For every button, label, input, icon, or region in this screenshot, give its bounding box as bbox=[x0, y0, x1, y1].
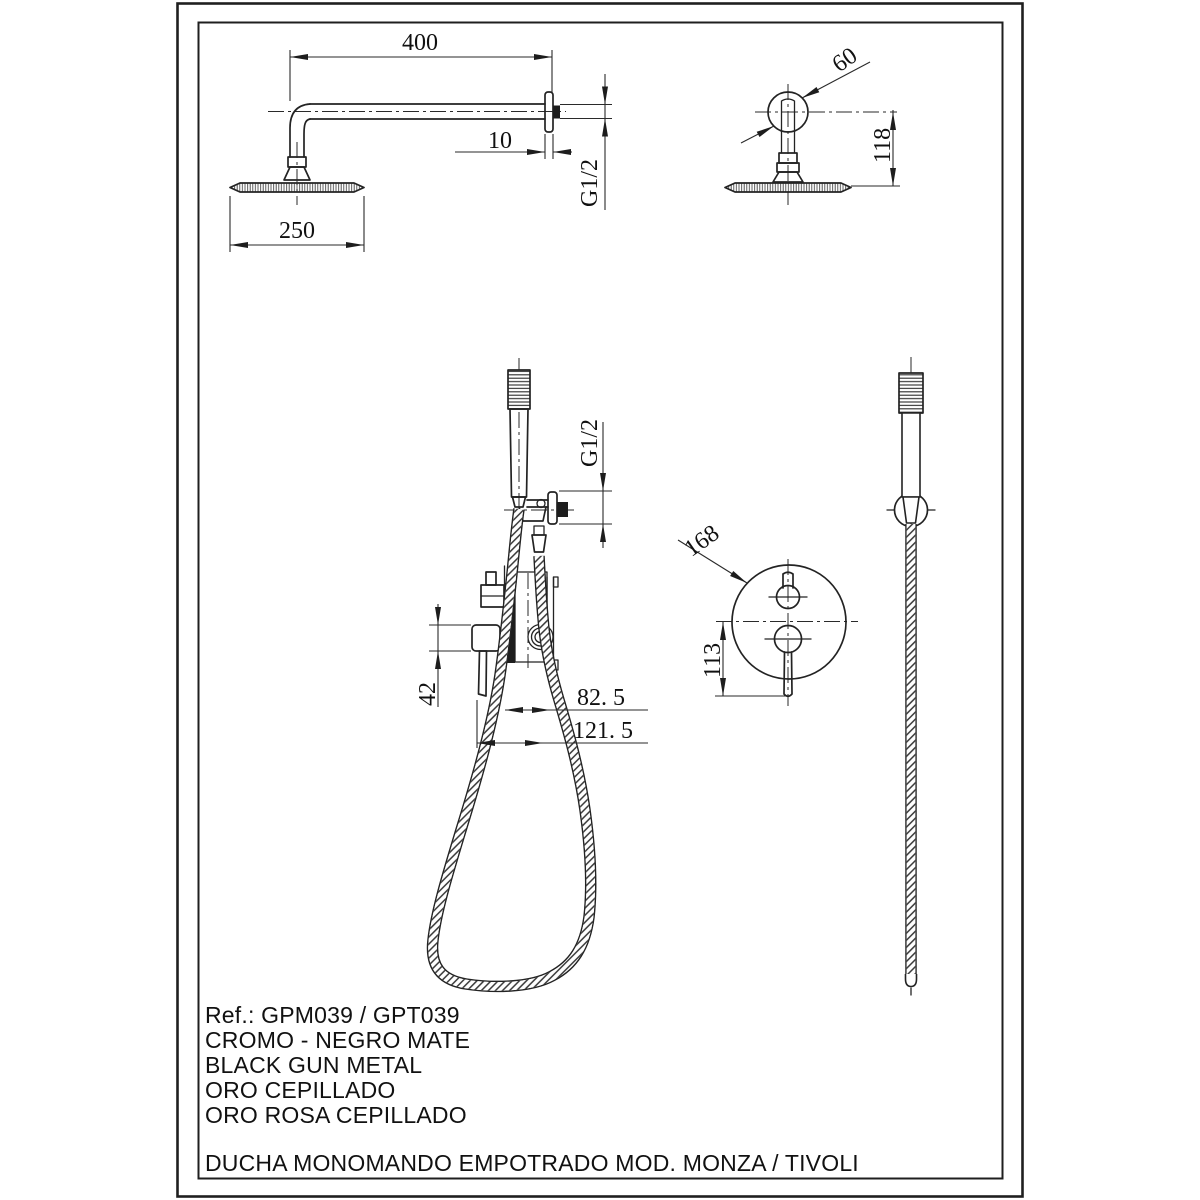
hand-shower-grip-front bbox=[899, 373, 923, 413]
finish-line-4: ORO ROSA CEPILLADO bbox=[205, 1102, 467, 1128]
dim-flange-diameter: 60 bbox=[827, 42, 863, 78]
valve-lever-side bbox=[479, 651, 487, 696]
finish-line-1: CROMO - NEGRO MATE bbox=[205, 1027, 471, 1053]
dim-head-diameter: 250 bbox=[279, 218, 315, 244]
hand-shower-front-view bbox=[887, 357, 935, 995]
outlet-elbow bbox=[557, 502, 568, 517]
title-block bbox=[205, 1002, 859, 1176]
ref-line: Ref.: GPM039 / GPT039 bbox=[205, 1002, 460, 1028]
dim-wall-plate: 10 bbox=[488, 128, 512, 154]
shower-arm-front-view bbox=[725, 43, 900, 205]
product-title: DUCHA MONOMANDO EMPOTRADO MOD. MONZA / TIVOLI bbox=[205, 1150, 859, 1176]
dim-handle-width: 42 bbox=[415, 682, 441, 706]
dim-plate-diameter: 168 bbox=[679, 520, 725, 563]
dim-lever-drop: 113 bbox=[700, 642, 726, 678]
hose-end-cap bbox=[906, 974, 917, 987]
wall-nipple bbox=[553, 106, 560, 119]
finish-line-2: BLACK GUN METAL bbox=[205, 1052, 423, 1078]
hose-straight bbox=[906, 524, 917, 995]
wall-outlet-side bbox=[519, 492, 568, 552]
shower-head-front bbox=[725, 183, 851, 192]
hand-shower-nut bbox=[903, 497, 919, 523]
hand-shower-grip-side bbox=[508, 370, 530, 409]
hand-shower-body-front bbox=[902, 413, 920, 497]
finish-line-3: ORO CEPILLADO bbox=[205, 1077, 396, 1103]
dim-drop-height: 118 bbox=[870, 127, 896, 163]
hand-shower-side-view bbox=[415, 358, 648, 986]
valve-handle-side bbox=[472, 625, 500, 651]
dim-arm-length: 400 bbox=[402, 30, 438, 56]
dim-thread-arm: G1/2 bbox=[577, 159, 603, 207]
dim-offset-small: 82. 5 bbox=[577, 685, 625, 711]
shower-arm-side-view bbox=[230, 30, 612, 252]
hose-loop bbox=[433, 509, 591, 986]
mixer-front-view bbox=[678, 520, 858, 706]
dim-thread-outlet: G1/2 bbox=[577, 419, 603, 467]
outlet-flange bbox=[548, 492, 557, 524]
dim-offset-large: 121. 5 bbox=[573, 718, 633, 744]
